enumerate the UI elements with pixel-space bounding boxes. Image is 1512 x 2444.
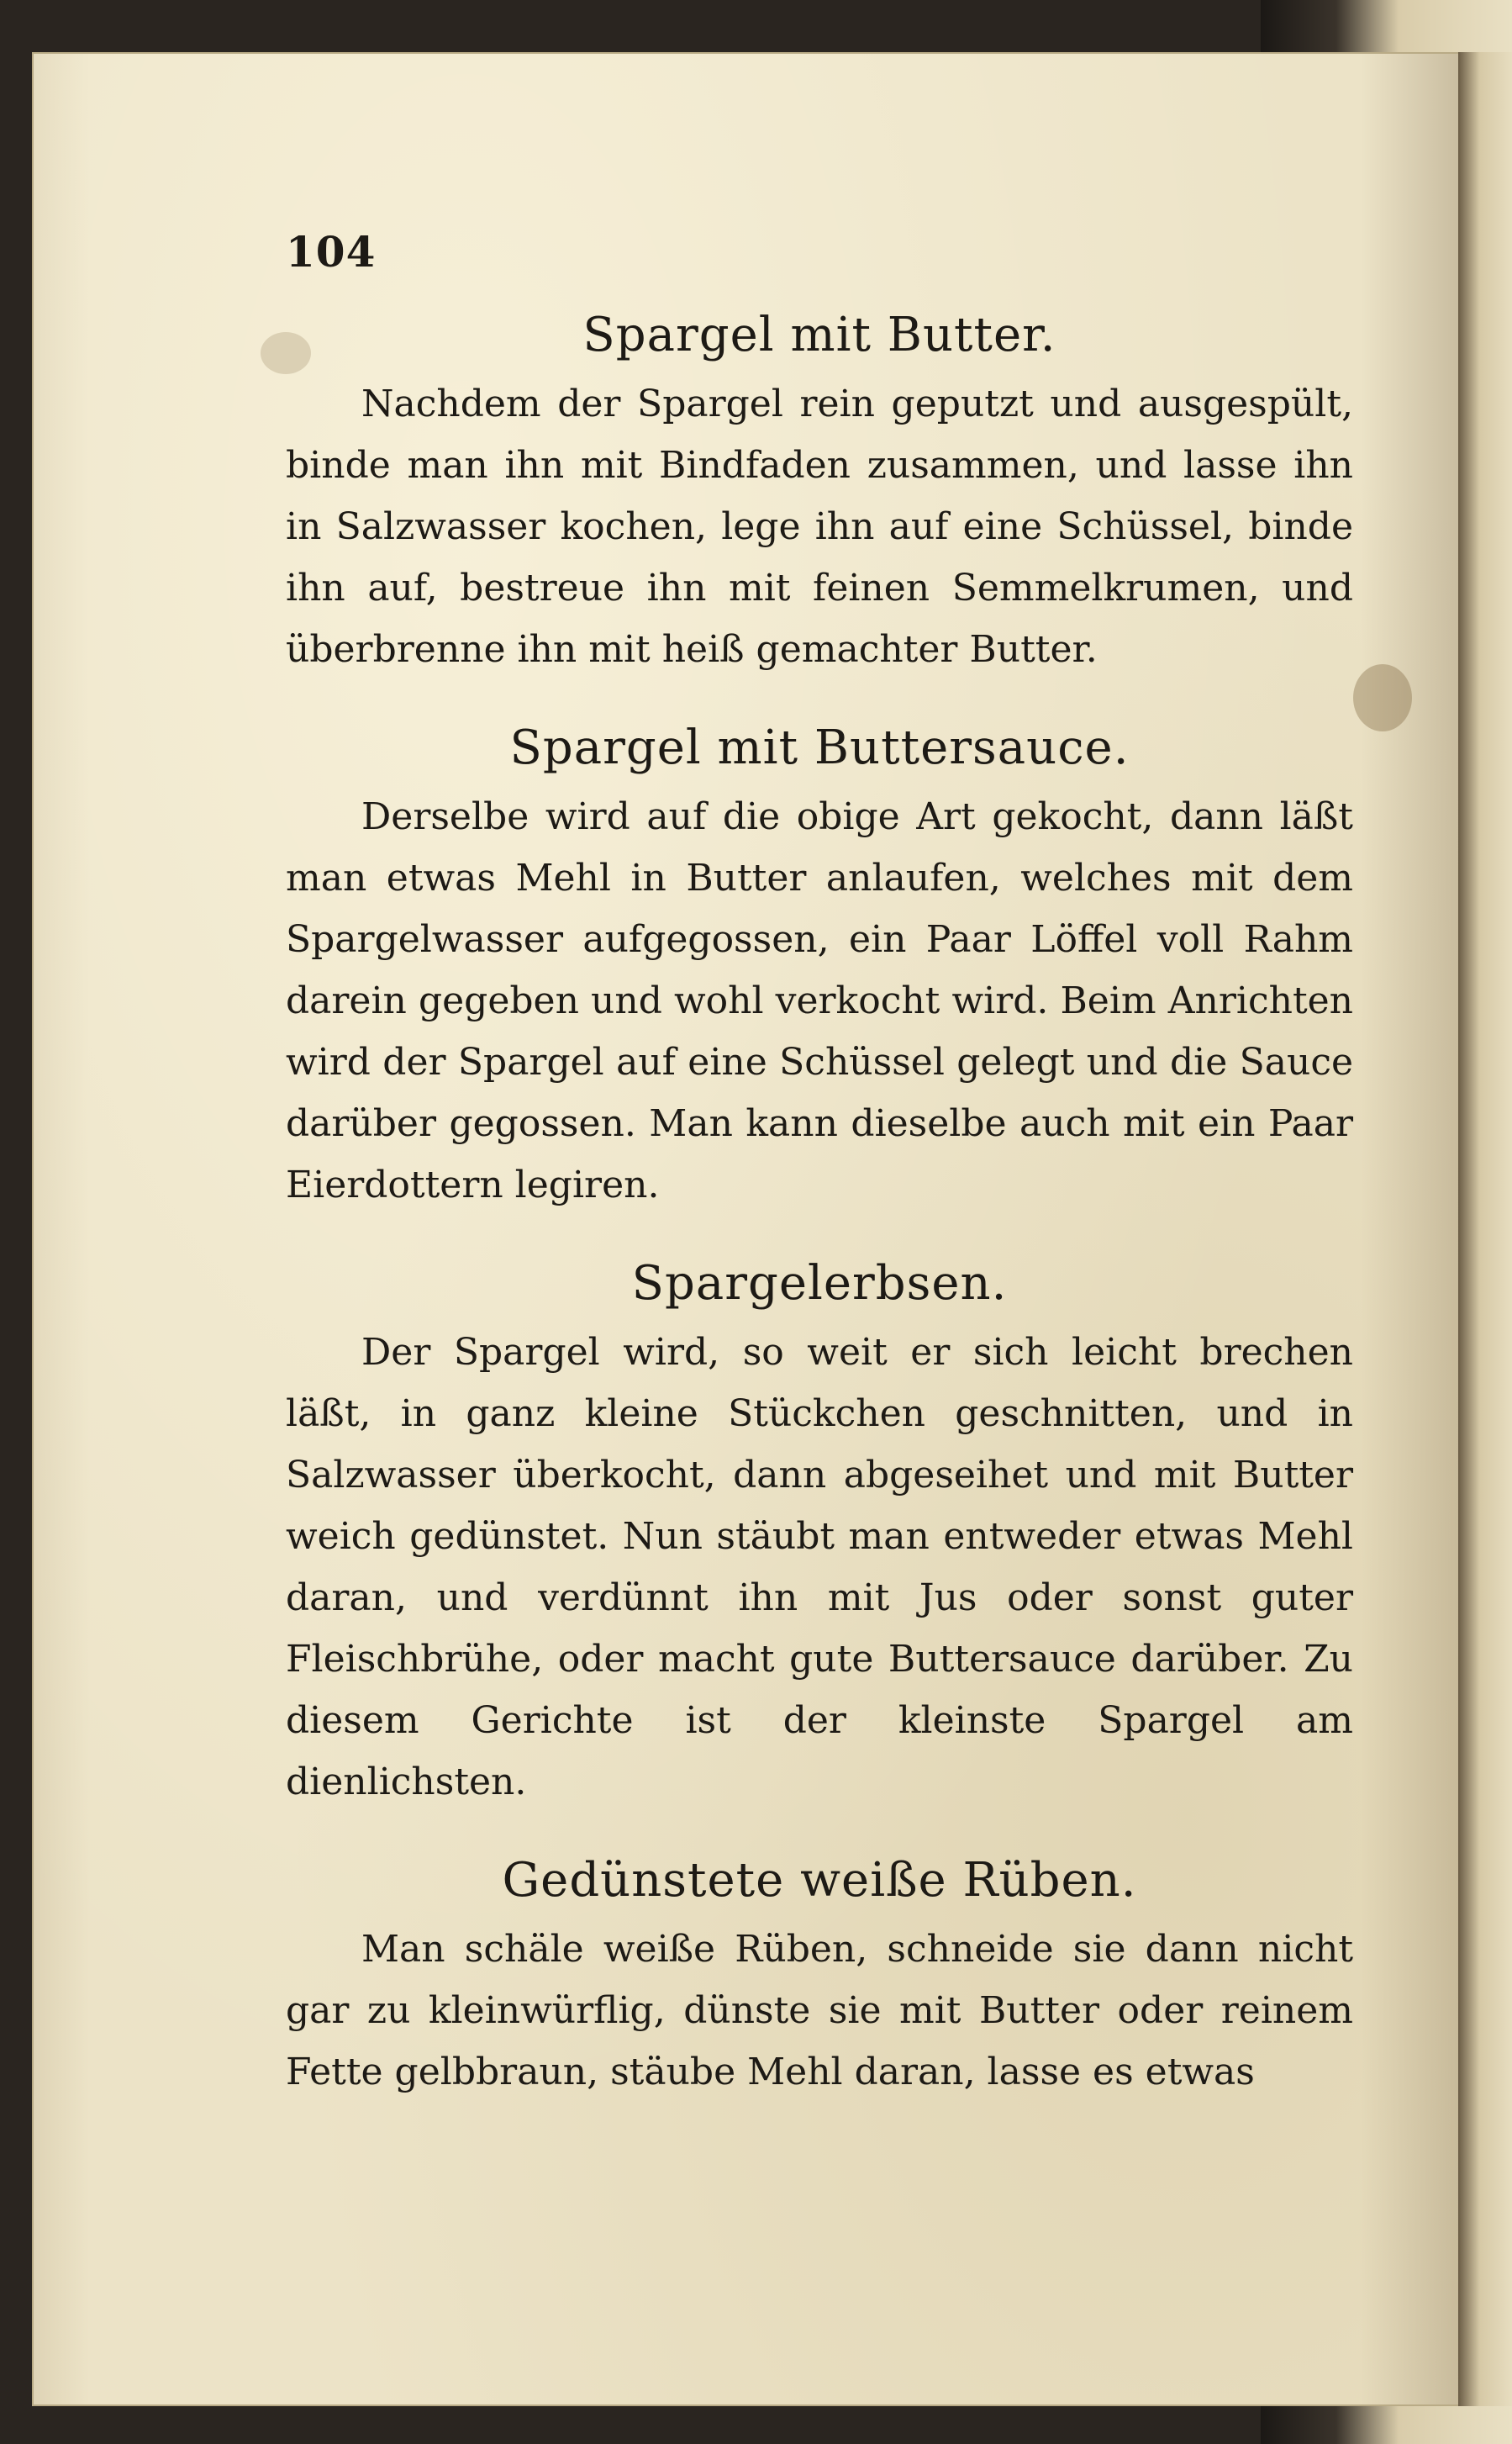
recipe-text: Nachdem der Spargel rein geputzt und ausgespült, binde man ihn mit Bindfaden zusammen, und lasse ihn in Salzwasser kochen, lege ihn auf eine Schüssel, binde ihn auf, bestreue ihn mit feinen Semmelkrumen, und überbrenne ihn mit heiß gemachter Butter. bbox=[286, 383, 1353, 671]
page-number: 104 bbox=[286, 227, 377, 277]
recipe-title: Spargelerbsen. bbox=[631, 1256, 1008, 1311]
recipe-text: Derselbe wird auf die obige Art gekocht, dann läßt man etwas Mehl in Butter anlaufen, welches mit dem Spargelwasser aufgegossen, ein Paar Löffel voll Rahm darein gegeben und wohl verkocht wird. Beim Anrichten wird der Spargel auf eine Schüssel gelegt und die Sauce darüber gegossen. Man kann dieselbe auch mit ein Paar Eierdottern legiren. bbox=[286, 795, 1353, 1206]
recipe-text: Der Spargel wird, so weit er sich leicht brechen läßt, in ganz kleine Stückchen geschnitten, und in Salzwasser überkocht, dann abgeseihet und mit Butter weich gedünstet. Nun stäubt man entweder etwas Mehl daran, und verdünnt ihn mit Jus oder sonst guter Fleischbrühe, oder macht gute Buttersauce darüber. Zu diesem Gerichte ist der kleinste Spargel am dienlichsten. bbox=[286, 1331, 1353, 1803]
recipe-title: Spargel mit Butter. bbox=[582, 308, 1056, 362]
recipe-title: Spargel mit Buttersauce. bbox=[509, 721, 1130, 775]
stain-mark bbox=[1353, 664, 1412, 731]
recipe-section bbox=[286, 1246, 1353, 1813]
recipe-section bbox=[286, 710, 1353, 1216]
recipe-section bbox=[286, 298, 1353, 680]
page-edge bbox=[1458, 52, 1512, 2406]
recipe-text: Man schäle weiße Rüben, schneide sie dann nicht gar zu kleinwürflig, dünste sie mit Butter oder reinem Fette gelbbraun, stäube Mehl daran, lasse es etwas bbox=[286, 1928, 1353, 2093]
recipe-title: Gedünstete weiße Rüben. bbox=[502, 1853, 1137, 1908]
recipe-section bbox=[286, 1843, 1353, 2103]
page-content bbox=[286, 219, 1353, 2103]
